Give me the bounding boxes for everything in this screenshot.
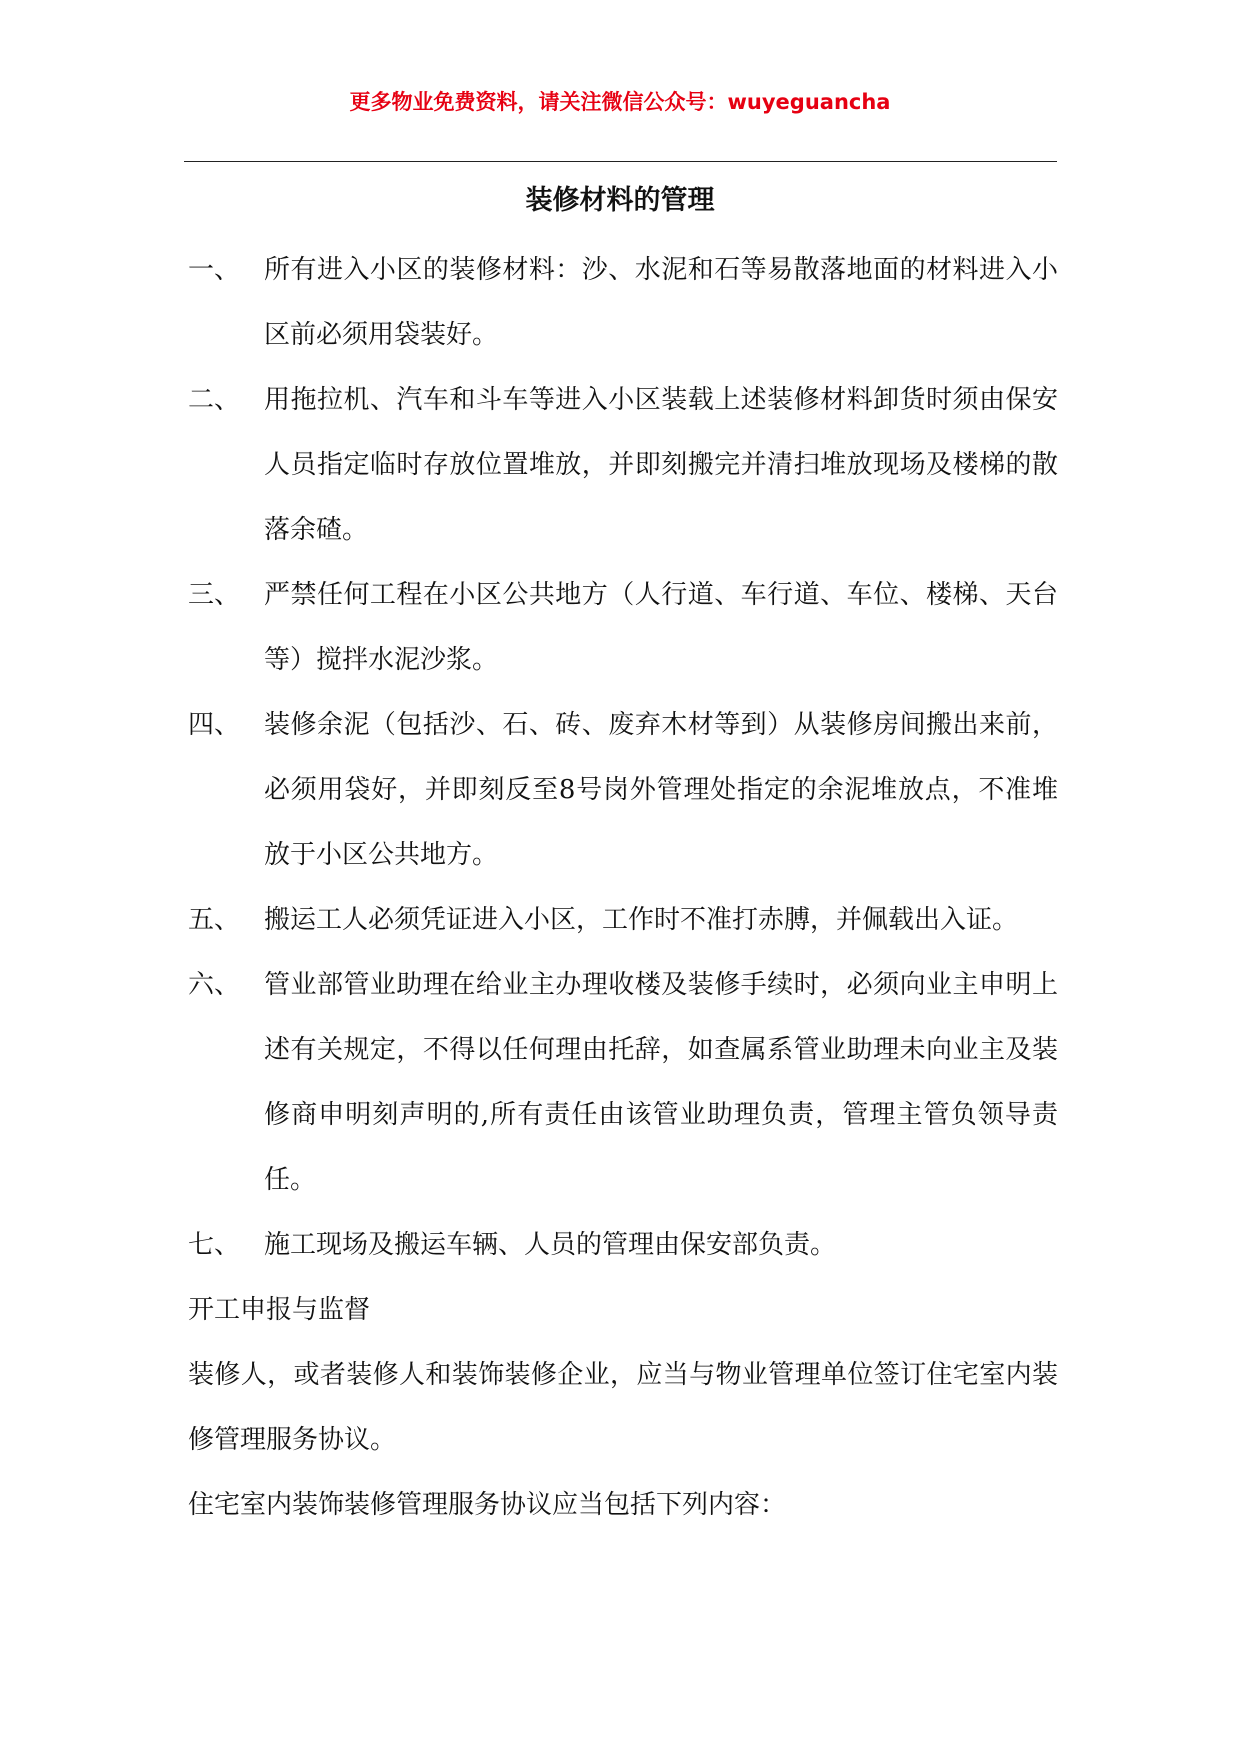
list-item-number: 七、 (188, 1230, 241, 1260)
document-title: 装修材料的管理 (525, 185, 715, 216)
header-divider (184, 161, 1057, 162)
list-item-text: 严禁任何工程在小区公共地方（人行道、车行道、车位、楼梯、天台等）搅拌水泥沙浆。 (264, 580, 1058, 675)
document-body (188, 238, 1058, 1538)
list-item-4 (188, 693, 1058, 888)
list-item-number: 一、 (188, 255, 241, 285)
list-item-number: 六、 (188, 970, 241, 1000)
header-note: 更多物业免费资料，请关注微信公众号：wuyeguancha (349, 90, 891, 114)
list-item-number: 二、 (188, 385, 241, 415)
list-item-1 (188, 238, 1058, 368)
list-item-7 (188, 1213, 1058, 1278)
list-item-number: 五、 (188, 905, 241, 935)
paragraph: 住宅室内装饰装修管理服务协议应当包括下列内容： (188, 1490, 787, 1520)
list-item-number: 三、 (188, 580, 241, 610)
list-item-3 (188, 563, 1058, 693)
list-item-text: 所有进入小区的装修材料：沙、水泥和石等易散落地面的材料进入小区前必须用袋装好。 (264, 255, 1058, 350)
list-item-text: 施工现场及搬运车辆、人员的管理由保安部负责。 (264, 1230, 837, 1260)
list-item-6 (188, 953, 1058, 1213)
list-item-2 (188, 368, 1058, 563)
list-item-text: 管业部管业助理在给业主办理收楼及装修手续时，必须向业主申明上述有关规定，不得以任何理由托辞，如查属系管业助理未向业主及装修商申明刻声明的,所有责任由该管业助理负责，管理主管负领导责任。 (264, 970, 1058, 1195)
list-item-5 (188, 888, 1058, 953)
list-item-number: 四、 (188, 710, 241, 740)
section-heading: 开工申报与监督 (188, 1295, 371, 1325)
list-item-text: 搬运工人必须凭证进入小区，工作时不准打赤膊，并佩载出入证。 (264, 905, 1019, 935)
list-item-text: 用拖拉机、汽车和斗车等进入小区装载上述装修材料卸货时须由保安人员指定临时存放位置堆放，并即刻搬完并清扫堆放现场及楼梯的散落余碴。 (264, 385, 1058, 545)
list-item-text: 装修余泥（包括沙、石、砖、废弃木材等到）从装修房间搬出来前，必须用袋好，并即刻反至8号岗外管理处指定的余泥堆放点，不准堆放于小区公共地方。 (264, 710, 1058, 870)
paragraph: 装修人，或者装修人和装饰装修企业，应当与物业管理单位签订住宅室内装修管理服务协议。 (188, 1360, 1058, 1455)
